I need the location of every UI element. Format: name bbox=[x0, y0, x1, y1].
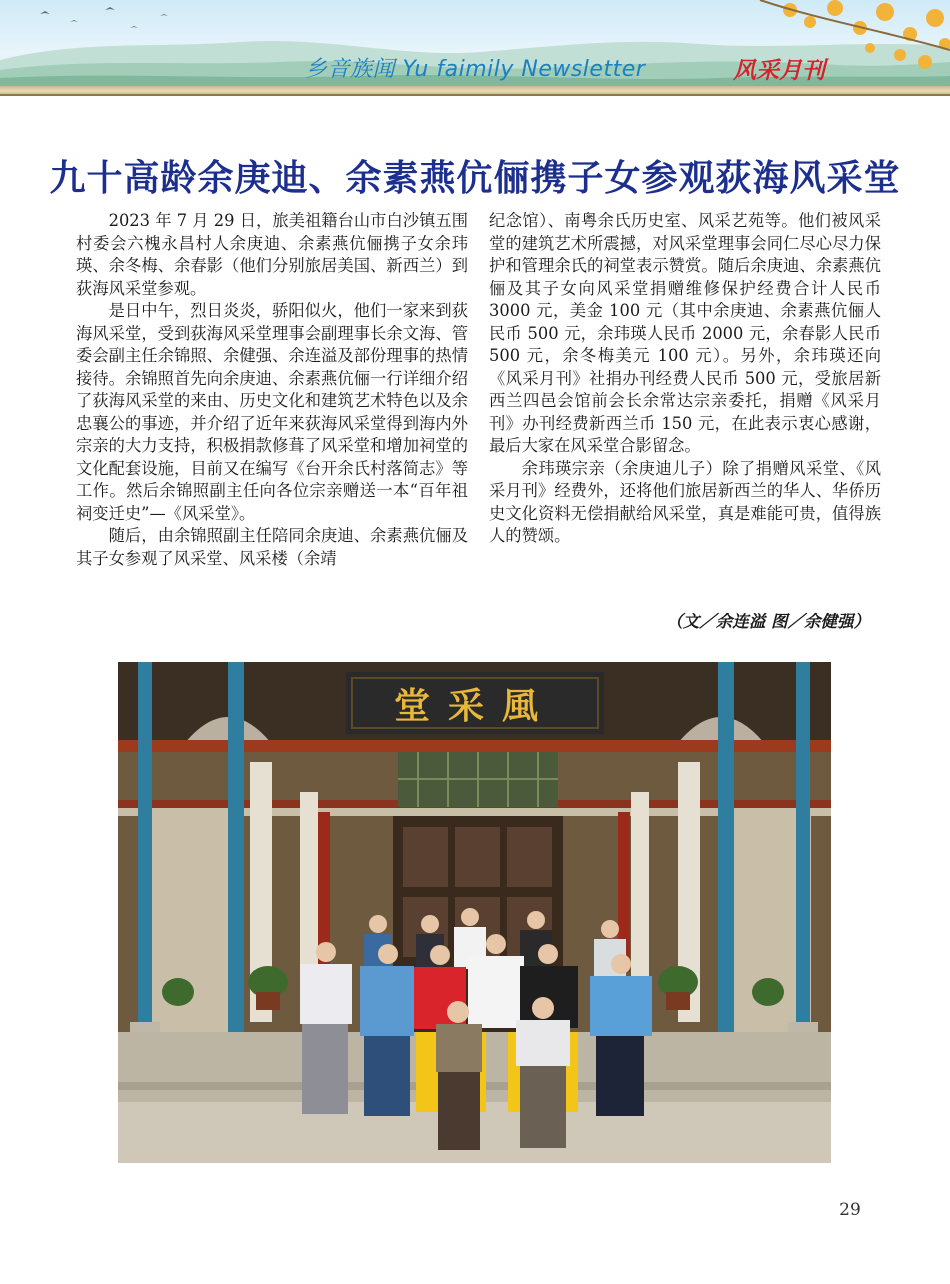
article-credit: （文／余连溢 图／余健强） bbox=[666, 612, 870, 631]
article-right-column bbox=[489, 210, 881, 548]
group-photo bbox=[118, 662, 831, 1163]
monthly-title: 风采月刊 bbox=[733, 57, 825, 84]
plaque-text: 堂采風 bbox=[393, 685, 557, 727]
article-headline: 九十高龄余庚迪、余素燕伉俪携子女参观荻海风采堂 bbox=[49, 158, 901, 199]
paragraph: 余玮瑛宗亲（余庚迪儿子）除了捐赠风采堂、《风采月刊》经费外，还将他们旅居新西兰的华人、华侨历史文化资料无偿捐献给风采堂，真是难能可贵，值得族人的赞颂。 bbox=[489, 458, 881, 545]
header-banner bbox=[0, 0, 950, 96]
header-divider-line bbox=[0, 94, 950, 96]
article-left-column bbox=[76, 210, 468, 570]
paragraph: 随后，由余锦照副主任陪同余庚迪、余素燕伉俪及其子女参观了风采堂、风采楼（余靖 bbox=[76, 526, 468, 568]
paragraph: 纪念馆）、南粤余氏历史室、风采艺苑等。他们被风采堂的建筑艺术所震撼，对风采堂理事会同仁尽心尽力保护和管理余氏的祠堂表示赞赏。随后余庚迪、余素燕伉俪及其子女向风采堂捐赠维修保护经费合计人民币 3000 元，美金 100 元（其中余庚迪、余素燕伉俪人民币 500 元，余玮瑛人民币 2000 元，余春影人民币 500 元，余冬梅美元 100 元）。另外，余玮瑛还向《风采月刊》社捐办刊经费人民币 500 元，受旅居新西兰四邑会馆前会长余常达宗亲委托，捐赠《风采月刊》办刊经费新西兰币 150 元，在此表示衷心感谢，最后大家在风采堂合影留念。 bbox=[489, 211, 881, 455]
newsletter-title: 乡音族闻 Yu faimily Newsletter bbox=[305, 57, 646, 82]
paragraph: 2023 年 7 月 29 日，旅美祖籍台山市白沙镇五围村委会六槐永昌村人余庚迪、余素燕伉俪携子女余玮瑛、余冬梅、余春影（他们分别旅居美国、新西兰）到荻海风采堂参观。 bbox=[76, 211, 468, 298]
page-number: 29 bbox=[839, 1200, 861, 1220]
ancestral-hall-scene bbox=[118, 662, 831, 1163]
paragraph: 是日中午，烈日炎炎，骄阳似火，他们一家来到荻海风采堂，受到荻海风采堂理事会副理事长余文海、管委会副主任余锦照、余健强、余连溢及部份理事的热情接待。余锦照首先向余庚迪、余素燕伉俪一行详细介绍了荻海风采堂的来由、历史文化和建筑艺术特色以及余忠襄公的事迹，并介绍了近年来荻海风采堂得到海内外宗亲的大力支持，积极捐款修葺了风采堂和增加祠堂的文化配套设施，目前又在编写《台开余氏村落简志》等工作。然后余锦照副主任向各位宗亲赠送一本“百年祖祠变迁史”—《风采堂》。 bbox=[76, 301, 468, 523]
